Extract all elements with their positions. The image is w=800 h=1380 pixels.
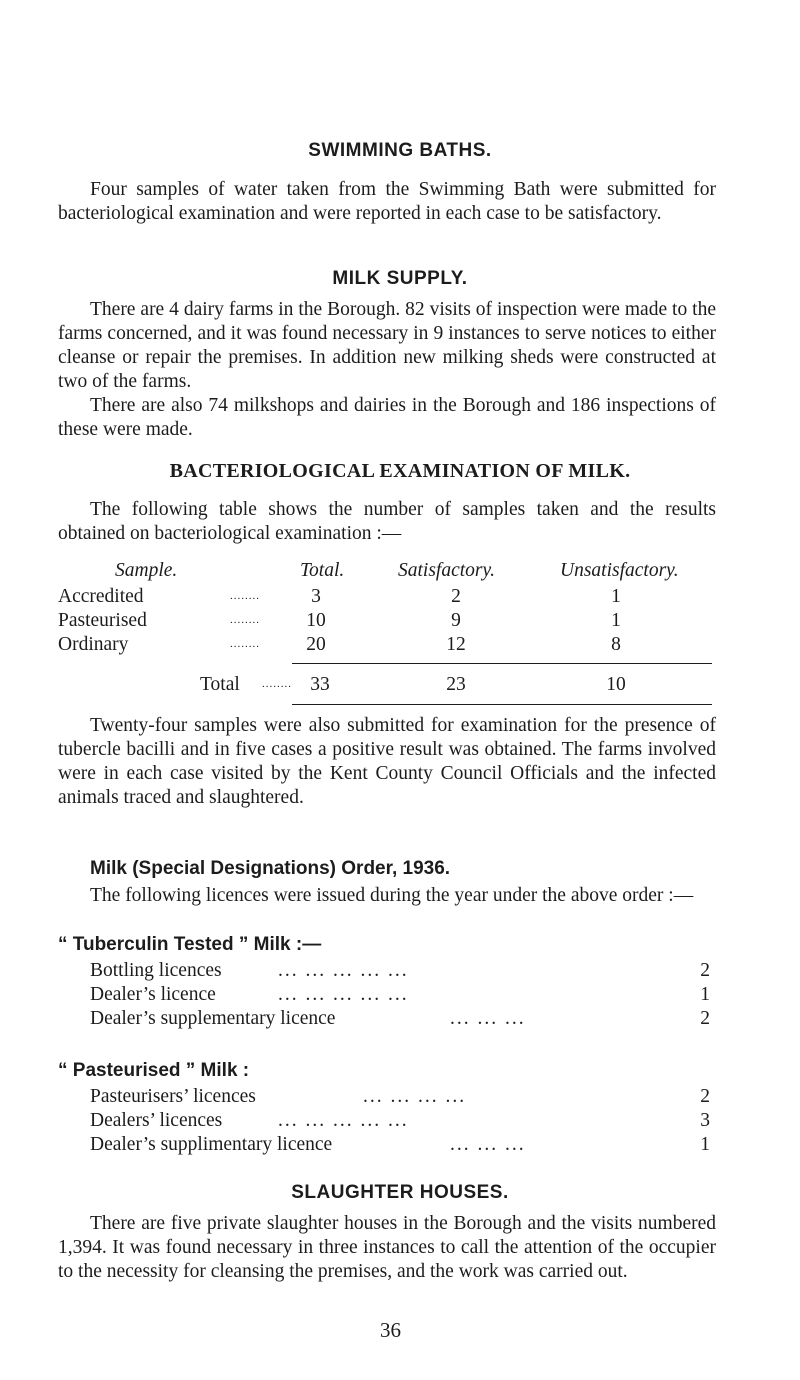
col-header-sample: Sample.	[115, 560, 178, 581]
row-unsatisfactory: 1	[611, 610, 621, 631]
col-header-total: Total.	[300, 560, 345, 581]
licence-label: Dealer’s supplementary licence	[90, 1008, 336, 1029]
row-unsatisfactory: 8	[611, 634, 621, 655]
special-intro-text: The following licences were issued during the year under the above order :—	[90, 885, 694, 906]
special-designations-heading: Milk (Special Designations) Order, 1936.	[90, 858, 451, 879]
licence-value: 1	[700, 984, 710, 1005]
col-header-satisfactory: Satisfactory.	[398, 560, 495, 581]
swimming-paragraph	[58, 178, 716, 226]
total-dots: ........	[262, 678, 292, 690]
licence-row	[90, 1008, 710, 1032]
milk-supply-text-1: There are 4 dairy farms in the Borough. 82 visits of inspection were made to the farms concerned, and it was found necessary in 9 instances to serve notices to either cleanse or repair the premises. In addition new milking sheds were constructed at two of the farms.	[58, 299, 716, 392]
row-dots: ........	[230, 590, 260, 602]
slaughter-text: There are five private slaughter houses in the Borough and the visits numbered 1,394. It was found necessary in three instances to call the attention of the occupier to the necessity for cleansing the premises, and the work was carried out.	[58, 1213, 716, 1282]
licence-row	[90, 984, 710, 1008]
row-sample: Pasteurised	[58, 610, 147, 631]
licence-value: 2	[700, 960, 710, 981]
licence-row	[90, 960, 710, 984]
licence-value: 3	[700, 1110, 710, 1131]
row-dots: ........	[230, 614, 260, 626]
tuberculin-tested-heading: “ Tuberculin Tested ” Milk :—	[58, 934, 322, 955]
total-satisfactory: 23	[446, 674, 466, 695]
bacteriological-intro-text: The following table shows the number of samples taken and the results obtained on bacteriological examination :—	[58, 499, 716, 544]
bacteriological-heading: BACTERIOLOGICAL EXAMINATION OF MILK.	[169, 460, 631, 482]
col-header-unsatisfactory: Unsatisfactory.	[560, 560, 679, 581]
page-number: 36	[380, 1318, 401, 1342]
slaughter-heading: SLAUGHTER HOUSES.	[291, 1182, 509, 1203]
row-sample: Ordinary	[58, 634, 129, 655]
milk-supply-heading: MILK SUPPLY.	[332, 268, 468, 289]
row-satisfactory: 9	[451, 610, 461, 631]
pasteurised-heading: “ Pasteurised ” Milk :	[58, 1060, 250, 1081]
licence-dots: ... ... ...	[450, 1008, 526, 1029]
tubercle-paragraph	[58, 714, 716, 810]
licence-row	[90, 1086, 710, 1110]
licence-value: 2	[700, 1086, 710, 1107]
total-label: Total	[200, 674, 240, 695]
row-unsatisfactory: 1	[611, 586, 621, 607]
licence-row	[90, 1110, 710, 1134]
row-satisfactory: 2	[451, 586, 461, 607]
licence-value: 1	[700, 1134, 710, 1155]
licence-label: Bottling licences	[90, 960, 222, 981]
row-dots: ........	[230, 638, 260, 650]
licence-label: Dealer’s supplimentary licence	[90, 1134, 333, 1155]
licence-dots: ... ... ...	[450, 1134, 526, 1155]
licence-dots: ... ... ... ... ...	[278, 960, 409, 981]
slaughter-paragraph	[58, 1212, 716, 1284]
licence-dots: ... ... ... ... ...	[278, 1110, 409, 1131]
bacteriological-intro	[58, 498, 716, 546]
swimming-heading: SWIMMING BATHS.	[308, 140, 492, 161]
licence-row	[90, 1134, 710, 1158]
row-total: 10	[306, 610, 326, 631]
milk-supply-paragraph-1	[58, 298, 716, 394]
swimming-text: Four samples of water taken from the Swimming Bath were submitted for bacteriological examination and were reported in each case to be satisfactory.	[58, 179, 716, 224]
row-total: 20	[306, 634, 326, 655]
row-satisfactory: 12	[446, 634, 466, 655]
special-intro	[58, 884, 716, 908]
milk-supply-paragraph-2	[58, 394, 716, 442]
licence-value: 2	[700, 1008, 710, 1029]
row-sample: Accredited	[58, 586, 144, 607]
licence-dots: ... ... ... ... ...	[278, 984, 409, 1005]
licence-label: Pasteurisers’ licences	[90, 1086, 256, 1107]
licence-label: Dealer’s licence	[90, 984, 216, 1005]
total-total: 33	[310, 674, 330, 695]
table-rule-bottom	[292, 704, 712, 705]
total-unsatisfactory: 10	[606, 674, 626, 695]
tubercle-text: Twenty-four samples were also submitted for examination for the presence of tubercle bacilli and in five cases a positive result was obtained. The farms involved were in each case visited by the Kent County Council Officials and the infected animals traced and slaughtered.	[58, 715, 716, 808]
licence-dots: ... ... ... ...	[363, 1086, 467, 1107]
milk-supply-text-2: There are also 74 milkshops and dairies in the Borough and 186 inspections of these were made.	[58, 395, 716, 440]
row-total: 3	[311, 586, 321, 607]
licence-label: Dealers’ licences	[90, 1110, 223, 1131]
table-rule-top	[292, 663, 712, 664]
